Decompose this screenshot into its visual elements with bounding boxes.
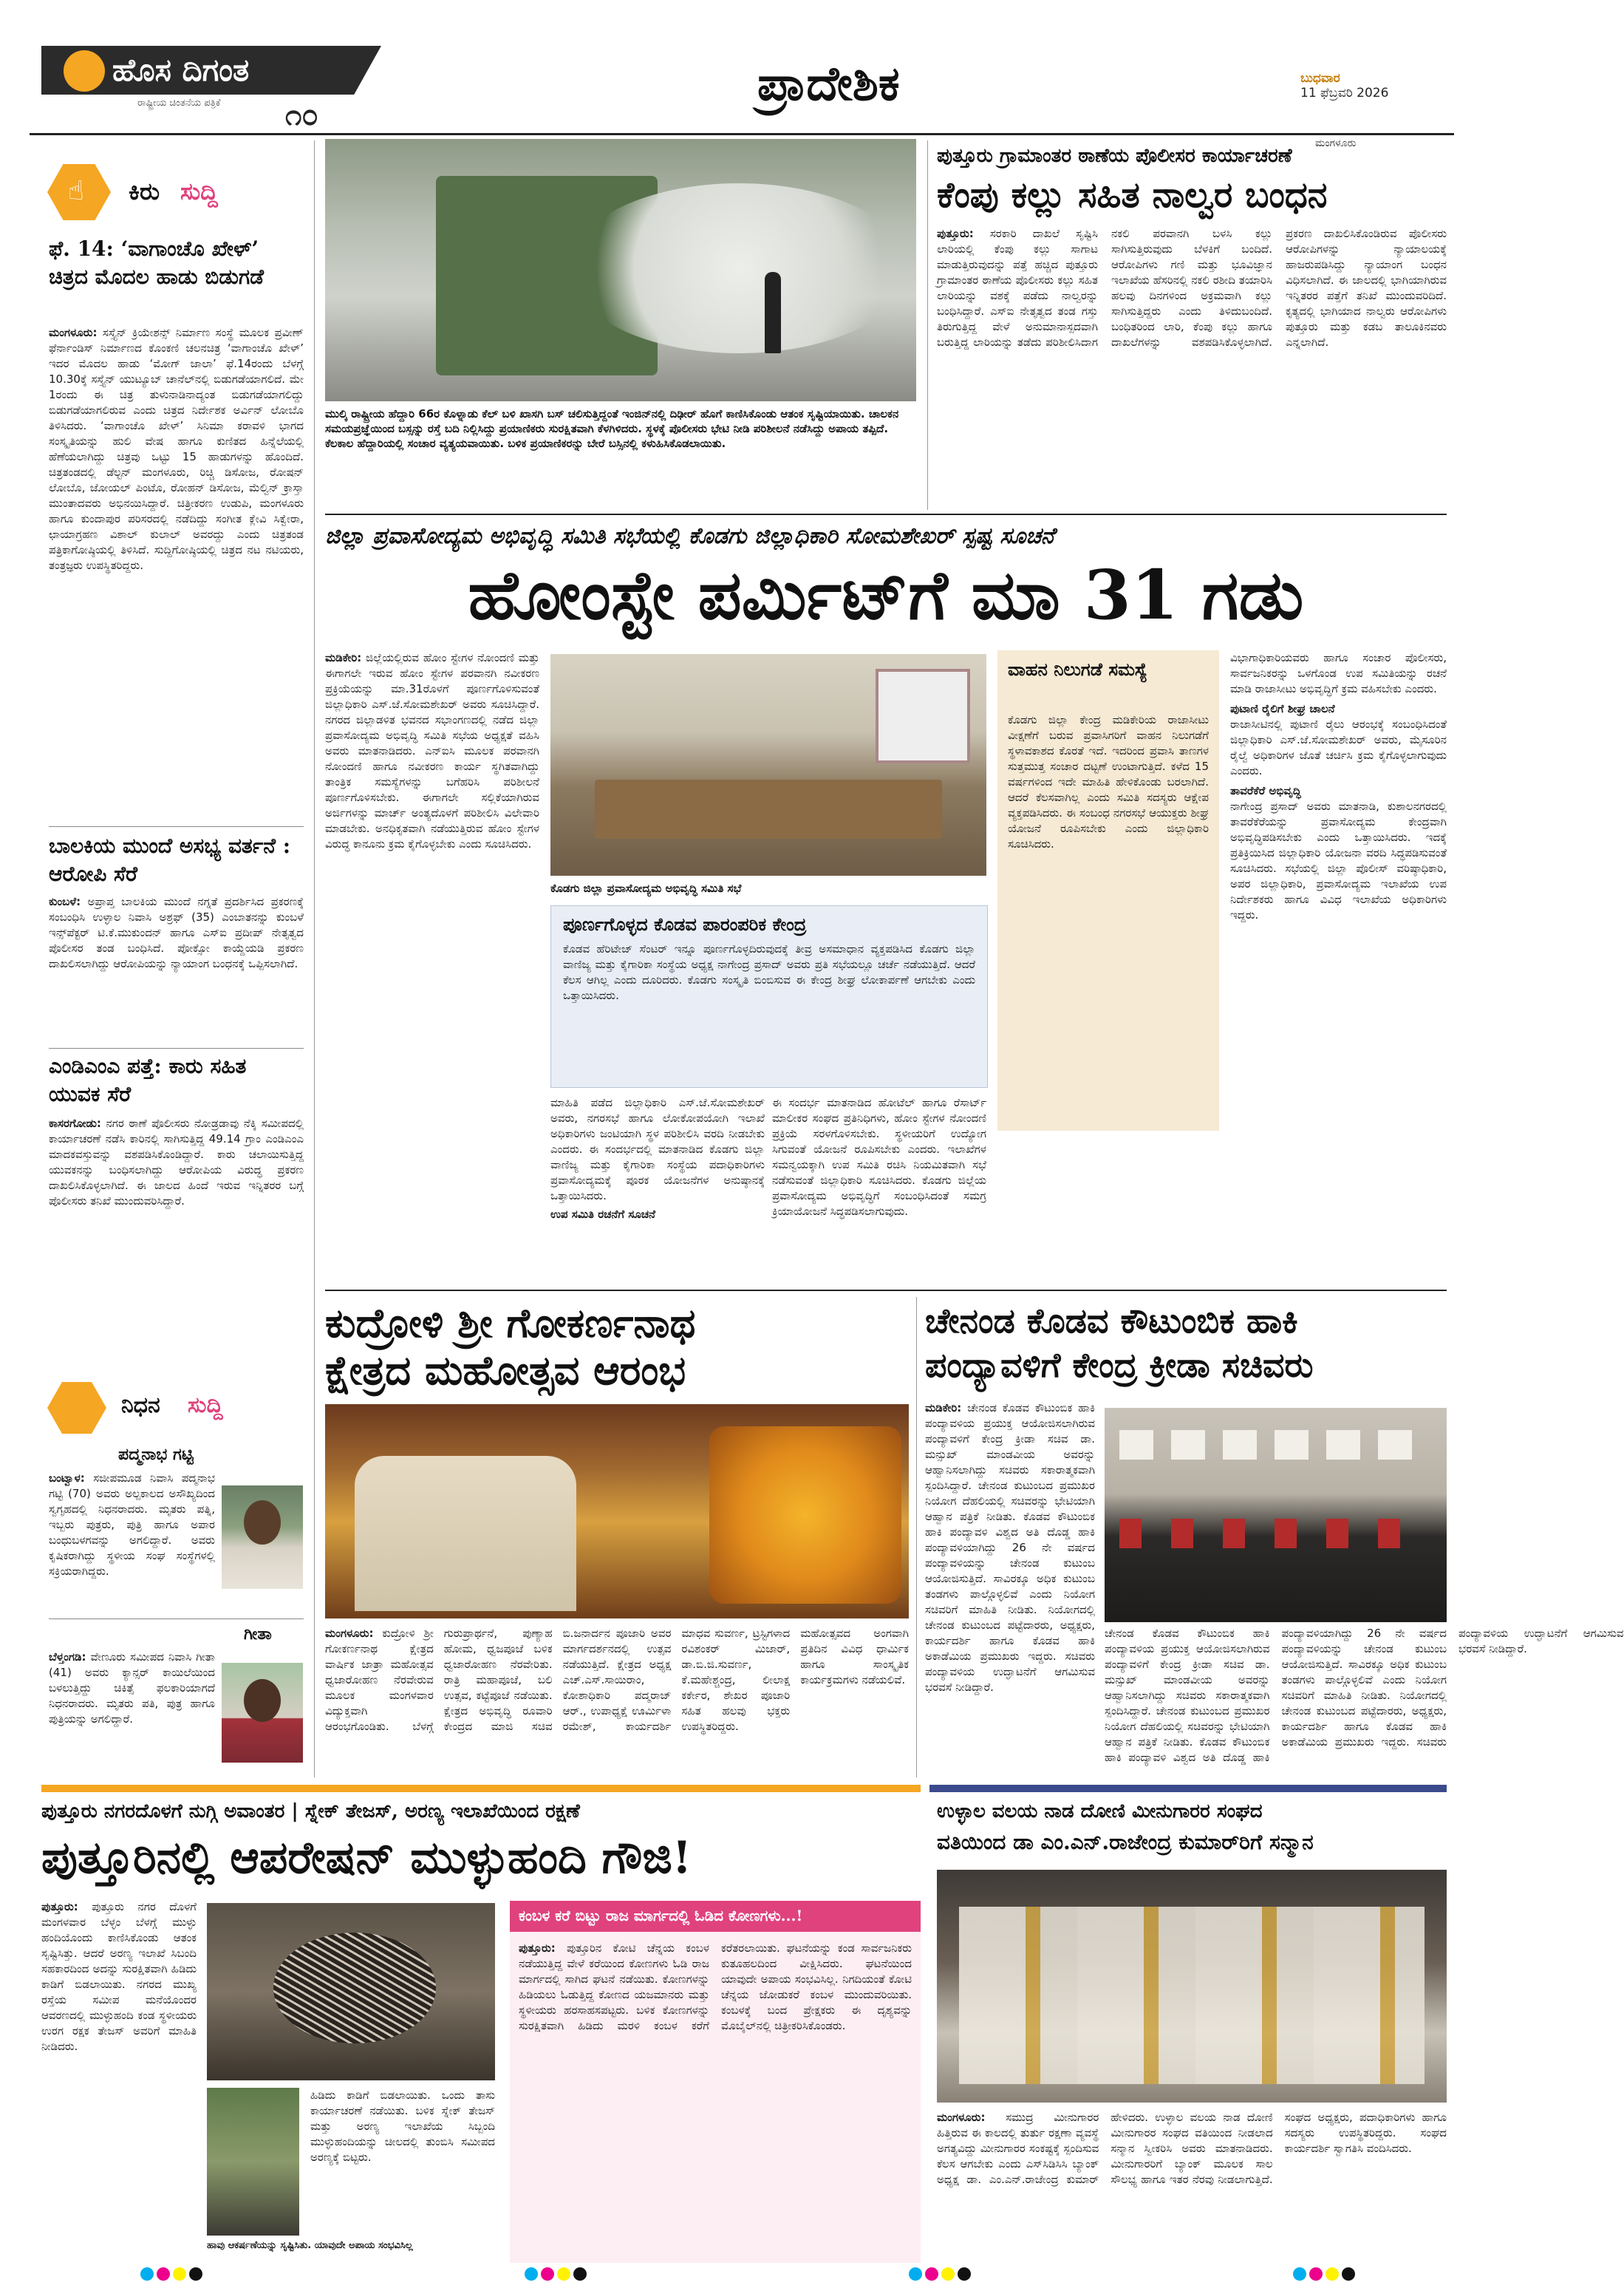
- porcupine-title: ಪುತ್ತೂರಿನಲ್ಲಿ ಆಪರೇಷನ್ ಮುಳ್ಳುಹಂದಿ ಗೌಜಿ!: [41, 1832, 692, 1884]
- puttur-arrest-place: ಪುತ್ತೂರು:: [937, 227, 974, 240]
- registration-mark-yellow-1: [173, 2267, 186, 2281]
- homestay-right-text-2: ರಾಜಾಸೀಟಿನಲ್ಲಿ ಪುಟಾಣಿ ರೈಲು ಆರಂಭಕ್ಕೆ ಸಂಬಂಧಿಸಿದಂತೆ ಜಿಲ್ಲಾಧಿಕಾರಿ ಎಸ್.ಜೆ.ಸೋಮಶೇಖರ್ ಅವರು, ಮೈಸೂರಿನ ರೈಲ್ವೆ ಅಧಿಕಾರಿಗಳ ಜೊತೆ ಚರ್ಚಿಸಿ ಕ್ರಮ ಕೈಗೊಳ್ಳಲಾಗುವುದು ಎಂದರು.: [1230, 718, 1447, 777]
- sash-row: [1119, 1519, 1430, 1548]
- homestay-body-1: [325, 650, 539, 1279]
- homestay-title: ಹೋಂಸ್ಟೇ ಪರ್ಮಿಟ್‌ಗೆ ಮಾ 31 ಗಡು: [468, 555, 1304, 635]
- logo-emblem-icon: [64, 50, 105, 92]
- person-silhouette: [765, 272, 781, 353]
- obit1-text: ಸಜೀಪಮೂಡ ನಿವಾಸಿ ಪದ್ಮನಾಭ ಗಟ್ಟಿ (70) ಅವರು ಅಲ್ಪಕಾಲದ ಅಸೌಖ್ಯದಿಂದ ಸ್ವಗೃಹದಲ್ಲಿ ನಿಧನರಾದರು. ಮೃತರು ಪತ್ನಿ, ಇಬ್ಬರು ಪುತ್ರರು, ಪುತ್ರಿ ಹಾಗೂ ಅಪಾರ ಬಂಧುಬಳಗವನ್ನು ಅಗಲಿದ್ದಾರೆ. ಅವರು ಕೃಷಿಕರಾಗಿದ್ದು ಸ್ಥಳೀಯ ಸಂಘ ಸಂಸ್ಥೆಗಳಲ್ಲಿ ಸಕ್ರಿಯರಾಗಿದ್ದರು.: [49, 1471, 215, 1578]
- homestay-top-rule: [325, 514, 1447, 515]
- masthead-rule: [30, 133, 1454, 135]
- homestay-place: ಮಡಿಕೇರಿ:: [325, 651, 362, 664]
- hockey-place: ಮಡಿಕೇರಿ:: [925, 1401, 962, 1415]
- nidhana-label-b: ಸುದ್ದಿ: [188, 1392, 223, 1418]
- felicitation-group: [959, 1907, 1425, 2084]
- porcupine-kicker: ಪುತ್ತೂರು ನಗರದೊಳಗೆ ನುಗ್ಗಿ ಅವಾಂತರ | ಸ್ನೇಕ್ ತೇಜಸ್, ಅರಣ್ಯ ಇಲಾಖೆಯಿಂದ ರಕ್ಷಣೆ: [41, 1800, 580, 1822]
- hockey-text-cont: ಚೇನಂಡ ಕೊಡವ ಕೌಟುಂಬಿಕ ಹಾಕಿ ಪಂದ್ಯಾವಳಿಯ ಪ್ರಯುಕ್ತ ಆಯೋಜಿಸಲಾಗಿರುವ ಪಂದ್ಯಾವಳಿಗೆ ಕೇಂದ್ರ ಕ್ರೀಡಾ ಸಚಿವ ಡಾ. ಮನ್ಸುಖ್ ಮಾಂಡವೀಯ ಅವರನ್ನು ಆಹ್ವಾನಿಸಲಾಗಿದ್ದು ಸಚಿವರು ಸಕಾರಾತ್ಮಕವಾಗಿ ಸ್ಪಂದಿಸಿದ್ದಾರೆ. ಚೇನಂಡ ಕುಟುಂಬದ ಪ್ರಮುಖರ ನಿಯೋಗ ದೆಹಲಿಯಲ್ಲಿ ಸಚಿವರನ್ನು ಭೇಟಿಯಾಗಿ ಆಹ್ವಾನ ಪತ್ರಿಕೆ ನೀಡಿತು. ಕೊಡವ ಕೌಟುಂಬಿಕ ಹಾಕಿ ಪಂದ್ಯಾವಳಿ ವಿಶ್ವದ ಅತಿ ದೊಡ್ಡ ಹಾಕಿ ಪಂದ್ಯಾವಳಿಯಾಗಿದ್ದು 26 ನೇ ವರ್ಷದ ಪಂದ್ಯಾವಳಿಯನ್ನು ಚೇನಂಡ ಕುಟುಂಬ ಆಯೋಜಿಸುತ್ತಿದೆ. ಸಾವಿರಕ್ಕೂ ಅಧಿಕ ಕುಟುಂಬ ತಂಡಗಳು ಪಾಲ್ಗೊಳ್ಳಲಿವೆ ಎಂದು ನಿಯೋಗ ಸಚಿವರಿಗೆ ಮಾಹಿತಿ ನೀಡಿತು. ನಿಯೋಗದಲ್ಲಿ ಚೇನಂಡ ಕುಟುಂಬದ ಪಟ್ಟೆದಾರರು, ಅಧ್ಯಕ್ಷರು, ಕಾರ್ಯದರ್ಶಿ ಹಾಗೂ ಕೊಡವ ಹಾಕಿ ಅಕಾಡೆಮಿಯ ಪ್ರಮುಖರು ಇದ್ದರು. ಸಚಿವರು ಪಂದ್ಯಾವಳಿಯ ಉದ್ಘಾಟನೆಗೆ ಆಗಮಿಸುವ ಭರವಸೆ ನೀಡಿದ್ದಾರೆ.: [1105, 1627, 1624, 1764]
- flowers-decoration: [709, 1426, 901, 1604]
- porcupine-body-1: [41, 1899, 197, 2261]
- homestay-text-3: ಮಾಹಿತಿ ಪಡೆದ ಜಿಲ್ಲಾಧಿಕಾರಿ ಎಸ್.ಜೆ.ಸೋಮಶೇಖರ್ ಅವರು, ನಗರಸಭೆ ಹಾಗೂ ಲೋಕೋಪಯೋಗಿ ಇಲಾಖೆ ಅಧಿಕಾರಿಗಳು ಜಂಟಿಯಾಗಿ ಸ್ಥಳ ಪರಿಶೀಲಿಸಿ ವರದಿ ನೀಡಬೇಕು ಎಂದರು. ಈ ಸಂದರ್ಭದಲ್ಲಿ ಮಾತನಾಡಿದ ಕೊಡಗು ಜಿಲ್ಲಾ ವಾಣಿಜ್ಯ ಮತ್ತು ಕೈಗಾರಿಕಾ ಸಂಸ್ಥೆಯ ಪದಾಧಿಕಾರಿಗಳು ಪ್ರವಾಸೋದ್ಯಮಕ್ಕೆ ಪೂರಕ ಯೋಜನೆಗಳ ಅನುಷ್ಠಾನಕ್ಕೆ ಒತ್ತಾಯಿಸಿದರು.: [550, 1096, 765, 1202]
- registration-mark-black-1: [189, 2267, 202, 2281]
- registration-mark-cyan-1: [140, 2267, 154, 2281]
- priest-group: [355, 1456, 576, 1611]
- window-light: [876, 669, 970, 763]
- bus-smoke-photo: [325, 139, 916, 401]
- kiru-story3-body: [49, 1116, 304, 1360]
- masthead-logo: [41, 46, 389, 132]
- kiru-story2-text: ಅಪ್ರಾಪ್ತ ಬಾಲಕಿಯ ಮುಂದೆ ನಗ್ನತೆ ಪ್ರದರ್ಶಿಸಿದ ಪ್ರಕರಣಕ್ಕೆ ಸಂಬಂಧಿಸಿ ಉಳ್ಳಾಲ ನಿವಾಸಿ ಅಶ್ರಫ್ (35) ಎಂಬಾತನನ್ನು ಕುಂಬಳೆ ಇನ್ಸ್‌ಪೆಕ್ಟರ್ ಟಿ.ಕೆ.ಮುಕುಂದನ್ ಹಾಗೂ ಎಸ್ಐ ಪ್ರದೀಪ್ ನೇತೃತ್ವದ ಪೊಲೀಸರ ತಂಡ ಬಂಧಿಸಿದೆ. ಪೋಕ್ಸೋ ಕಾಯ್ದೆಯಡಿ ಪ್ರಕರಣ ದಾಖಲಿಸಲಾಗಿದ್ದು ಆರೋಪಿಯನ್ನು ನ್ಯಾಯಾಂಗ ಬಂಧನಕ್ಕೆ ಒಪ್ಪಿಸಲಾಗಿದೆ.: [49, 895, 304, 970]
- obit2-face: [244, 1679, 281, 1722]
- kiru-story2-place: ಕುಂಬಳೆ:: [49, 895, 81, 908]
- registration-mark-black-3: [958, 2267, 971, 2281]
- porcupine-photo: [207, 1903, 495, 2080]
- kiru-story1-body: [49, 325, 304, 820]
- kiru-story3-title: ಎಂಡಿಎಂಎ ಪತ್ತೆ: ಕಾರು ಸಹಿತ ಯುವಕ ಸೆರೆ: [49, 1054, 247, 1106]
- mid-rule: [325, 1290, 1447, 1291]
- obit2-text: ವೇಣೂರು ಸಮೀಪದ ನಿವಾಸಿ ಗೀತಾ (41) ಅವರು ಕ್ಯಾನ್ಸರ್ ಕಾಯಿಲೆಯಿಂದ ಬಳಲುತ್ತಿದ್ದು ಚಿಕಿತ್ಸೆ ಫಲಕಾರಿಯಾಗದೆ ನಿಧನರಾದರು. ಮೃತರು ಪತಿ, ಪುತ್ರ ಹಾಗೂ ಪುತ್ರಿಯನ್ನು ಅಗಲಿದ್ದಾರೆ.: [49, 1650, 215, 1726]
- registration-mark-magenta-1: [157, 2267, 170, 2281]
- ullal-kicker: ಉಳ್ಳಾಲ ವಲಯ ನಾಡ ದೋಣಿ ಮೀನುಗಾರರ ಸಂಘದ: [937, 1800, 1263, 1822]
- puttur-arrest-kicker: ಪುತ್ತೂರು ಗ್ರಾಮಾಂತರ ಠಾಣೆಯ ಪೊಲೀಸರ ಕಾರ್ಯಾಚರಣೆ: [937, 145, 1292, 167]
- parking-box: [997, 650, 1219, 1131]
- homestay-body-4: ಈ ಸಂದರ್ಭ ಮಾತನಾಡಿದ ಹೋಟೆಲ್ ಹಾಗೂ ರೆಸಾರ್ಟ್ ಮಾಲೀಕರ ಸಂಘದ ಪ್ರತಿನಿಧಿಗಳು, ಹೋಂ ಸ್ಟೇಗಳ ನೋಂದಣಿ ಪ್ರಕ್ರಿಯೆ ಸರಳಗೊಳಿಸಬೇಕು. ಸ್ಥಳೀಯರಿಗೆ ಉದ್ಯೋಗ ಸಿಗುವಂತೆ ಯೋಜನೆ ರೂಪಿಸಬೇಕು ಎಂದರು. ಇಲಾಖೆಗಳ ಸಮನ್ವಯಕ್ಕಾಗಿ ಉಪ ಸಮಿತಿ ರಚಿಸಿ ನಿಯಮಿತವಾಗಿ ಸಭೆ ನಡೆಸುವಂತೆ ಜಿಲ್ಲಾಧಿಕಾರಿ ಸೂಚಿಸಿದರು. ಕೊಡಗು ಜಿಲ್ಲೆಯ ಪ್ರವಾಸೋದ್ಯಮ ಅಭಿವೃದ್ಧಿಗೆ ಸಂಬಂಧಿಸಿದಂತೆ ಸಮಗ್ರ ಕ್ರಿಯಾಯೋಜನೆ ಸಿದ್ಧಪಡಿಸಲಾಗುವುದು.: [772, 1096, 986, 1218]
- star-badge-icon: [47, 1382, 106, 1434]
- date-block: [1300, 71, 1448, 101]
- kiru-rule-2: [49, 1048, 304, 1049]
- left-col-divider: [314, 140, 315, 1777]
- porcupine-body-2: ಹಿಡಿದು ಕಾಡಿಗೆ ಬಿಡಲಾಯಿತು. ಒಂದು ತಾಸು ಕಾರ್ಯಾಚರಣೆ ನಡೆಯಿತು. ಬಳಿಕ ಸ್ನೇಕ್ ತೇಜಸ್ ಮತ್ತು ಅರಣ್ಯ ಇಲಾಖೆಯ ಸಿಬ್ಬಂದಿ ಮುಳ್ಳುಹಂದಿಯನ್ನು ಚೀಲದಲ್ಲಿ ತುಂಬಿಸಿ ಸಮೀಪದ ಅರಣ್ಯಕ್ಕೆ ಬಿಟ್ಟರು.: [310, 2089, 495, 2164]
- registration-mark-black-4: [1342, 2267, 1355, 2281]
- kiru-label-b: ಸುದ್ದಿ: [180, 177, 218, 205]
- kambala-body: [519, 1941, 912, 2255]
- kiru-story2-body: [49, 894, 304, 1042]
- registration-mark-magenta-3: [925, 2267, 938, 2281]
- homestay-kicker: ಜಿಲ್ಲಾ ಪ್ರವಾಸೋದ್ಯಮ ಅಭಿವೃದ್ಧಿ ಸಮಿತಿ ಸಭೆಯಲ್ಲಿ ಕೊಡಗು ಜಿಲ್ಲಾಧಿಕಾರಿ ಸೋಮಶೇಖರ್ ಸ್ಪಷ್ಟ ಸೂಚನೆ: [325, 523, 1054, 549]
- puttur-arrest-title: ಕೆಂಪು ಕಲ್ಲು ಸಹಿತ ನಾಲ್ವರ ಬಂಧನ: [937, 174, 1328, 216]
- registration-mark-magenta-2: [541, 2267, 554, 2281]
- homestay-subhead-toy-train: ಪುಟಾಣಿ ರೈಲಿಗೆ ಶೀಘ್ರ ಚಾಲನೆ: [1230, 702, 1335, 715]
- hockey-text: ಚೇನಂಡ ಕೊಡವ ಕೌಟುಂಬಿಕ ಹಾಕಿ ಪಂದ್ಯಾವಳಿಯ ಪ್ರಯುಕ್ತ ಆಯೋಜಿಸಲಾಗಿರುವ ಪಂದ್ಯಾವಳಿಗೆ ಕೇಂದ್ರ ಕ್ರೀಡಾ ಸಚಿವ ಡಾ. ಮನ್ಸುಖ್ ಮಾಂಡವೀಯ ಅವರನ್ನು ಆಹ್ವಾನಿಸಲಾಗಿದ್ದು ಸಚಿವರು ಸಕಾರಾತ್ಮಕವಾಗಿ ಸ್ಪಂದಿಸಿದ್ದಾರೆ. ಚೇನಂಡ ಕುಟುಂಬದ ಪ್ರಮುಖರ ನಿಯೋಗ ದೆಹಲಿಯಲ್ಲಿ ಸಚಿವರನ್ನು ಭೇಟಿಯಾಗಿ ಆಹ್ವಾನ ಪತ್ರಿಕೆ ನೀಡಿತು. ಕೊಡವ ಕೌಟುಂಬಿಕ ಹಾಕಿ ಪಂದ್ಯಾವಳಿ ವಿಶ್ವದ ಅತಿ ದೊಡ್ಡ ಹಾಕಿ ಪಂದ್ಯಾವಳಿಯಾಗಿದ್ದು 26 ನೇ ವರ್ಷದ ಪಂದ್ಯಾವಳಿಯನ್ನು ಚೇನಂಡ ಕುಟುಂಬ ಆಯೋಜಿಸುತ್ತಿದೆ. ಸಾವಿರಕ್ಕೂ ಅಧಿಕ ಕುಟುಂಬ ತಂಡಗಳು ಪಾಲ್ಗೊಳ್ಳಲಿವೆ ಎಂದು ನಿಯೋಗ ಸಚಿವರಿಗೆ ಮಾಹಿತಿ ನೀಡಿತು. ನಿಯೋಗದಲ್ಲಿ ಚೇನಂಡ ಕುಟುಂಬದ ಪಟ್ಟೆದಾರರು, ಅಧ್ಯಕ್ಷರು, ಕಾರ್ಯದರ್ಶಿ ಹಾಗೂ ಕೊಡವ ಹಾಕಿ ಅಕಾಡೆಮಿಯ ಪ್ರಮುಖರು ಇದ್ದರು. ಸಚಿವರು ಪಂದ್ಯಾವಳಿಯ ಉದ್ಘಾಟನೆಗೆ ಆಗಮಿಸುವ ಭರವಸೆ ನೀಡಿದ್ದಾರೆ.: [925, 1401, 1095, 1694]
- ullal-body: [937, 2110, 1447, 2261]
- registration-mark-yellow-4: [1326, 2267, 1339, 2281]
- kudroli-hockey-divider: [916, 1297, 917, 1777]
- registration-mark-yellow-3: [941, 2267, 955, 2281]
- obit1-face: [244, 1500, 281, 1545]
- registration-mark-black-2: [573, 2267, 587, 2281]
- obit1-name: ಪದ್ಮನಾಭ ಗಟ್ಟಿ: [118, 1445, 194, 1464]
- porcupine-rescue-photo: [207, 2088, 299, 2236]
- smoke-cloud: [569, 183, 909, 353]
- registration-mark-cyan-4: [1293, 2267, 1306, 2281]
- homestay-body-3: [550, 1095, 765, 1280]
- obit2-name: ಗೀತಾ: [244, 1624, 272, 1644]
- kambala-text: ಪುತ್ತೂರಿನ ಕೋಟಿ ಚೆನ್ನಯ ಕಂಬಳ ನಡೆಯುತ್ತಿದ್ದ ವೇಳೆ ಕರೆಯಿಂದ ಕೋಣಗಳು ಓಡಿ ರಾಜ ಮಾರ್ಗದಲ್ಲಿ ಸಾಗಿದ ಘಟನೆ ನಡೆಯಿತು. ಕೋಣಗಳನ್ನು ಹಿಡಿಯಲು ಓಡುತ್ತಿದ್ದ ಕೋಣದ ಯಜಮಾನರು ಮತ್ತು ಸ್ಥಳೀಯರು ಹರಸಾಹಸಪಟ್ಟರು. ಬಳಿಕ ಕೋಣಗಳನ್ನು ಸುರಕ್ಷಿತವಾಗಿ ಹಿಡಿದು ಮರಳಿ ಕಂಬಳ ಕರೆಗೆ ಕರೆತರಲಾಯಿತು. ಘಟನೆಯನ್ನು ಕಂಡ ಸಾರ್ವಜನಿಕರು ಕುತೂಹಲದಿಂದ ವೀಕ್ಷಿಸಿದರು. ಘಟನೆಯಿಂದ ಯಾವುದೇ ಅಪಾಯ ಸಂಭವಿಸಿಲ್ಲ. ನಿಗದಿಯಂತೆ ಕೋಟಿ ಚೆನ್ನಯ ಜೋಡುಕರೆ ಕಂಬಳ ಮುಂದುವರಿಯಿತು. ಕಂಬಳಕ್ಕೆ ಬಂದ ಪ್ರೇಕ್ಷಕರು ಈ ದೃಶ್ಯವನ್ನು ಮೊಬೈಲ್‌ನಲ್ಲಿ ಚಿತ್ರೀಕರಿಸಿಕೊಂಡರು.: [519, 1941, 912, 2032]
- obit2-place: ಬೆಳ್ತಂಗಡಿ:: [49, 1650, 86, 1664]
- weekday: ಬುಧವಾರ: [1300, 71, 1340, 86]
- kambala-title: ಕಂಬಳ ಕರೆ ಬಿಟ್ಟು ರಾಜ ಮಾರ್ಗದಲ್ಲಿ ಓಡಿದ ಕೋಣಗಳು...!: [519, 1907, 803, 1924]
- obit1-photo: [222, 1485, 303, 1589]
- homestay-right-col: [1230, 650, 1447, 1279]
- kiru-suddi-banner: [47, 164, 306, 220]
- registration-mark-magenta-4: [1309, 2267, 1323, 2281]
- puttur-arrest-body: [937, 226, 1447, 507]
- porcupine-text-1: ಪುತ್ತೂರು ನಗರ ದೊಳಗೆ ಮಂಗಳವಾರ ಬೆಳ್ಳಂ ಬೆಳಗ್ಗೆ ಮುಳ್ಳು ಹಂದಿಯೊಂದು ಕಾಣಿಸಿಕೊಂಡು ಆತಂಕ ಸೃಷ್ಟಿಸಿತ್ತು. ಆದರೆ ಅರಣ್ಯ ಇಲಾಖೆ ಸಿಬಂದಿ ಸಹಕಾರದಿಂದ ಅದನ್ನು ಸುರಕ್ಷಿತವಾಗಿ ಹಿಡಿದು ಕಾಡಿಗೆ ಬಿಡಲಾಯಿತು. ನಗರದ ಮುಖ್ಯ ರಸ್ತೆಯ ಸಮೀಪ ಮನೆಯೊಂದರ ಆವರಣದಲ್ಲಿ ಮುಳ್ಳುಹಂದಿ ಕಂಡ ಸ್ಥಳೀಯರು ಉರಗ ರಕ್ಷಕ ತೇಜಸ್ ಅವರಿಗೆ ಮಾಹಿತಿ ನೀಡಿದರು.: [41, 1900, 197, 2053]
- hockey-minister-photo: [1105, 1408, 1447, 1622]
- kudroli-title-2: ಕ್ಷೇತ್ರದ ಮಹೋತ್ಸವ ಆರಂಭ: [325, 1347, 686, 1394]
- hockey-body-cont: [1105, 1626, 1624, 1774]
- obit2-body: [49, 1650, 215, 1768]
- kiru-rule-1: [49, 826, 304, 827]
- bottom-rule-right: [929, 1785, 1447, 1792]
- kudroli-temple-photo: [325, 1404, 909, 1618]
- homestay-text-1: ಜಿಲ್ಲೆಯಲ್ಲಿರುವ ಹೋಂ ಸ್ಟೇಗಳ ನೋಂದಣಿ ಮತ್ತು ಈಗಾಗಲೇ ಇರುವ ಹೋಂ ಸ್ಟೇಗಳ ಪರವಾನಗಿ ನವೀಕರಣ ಪ್ರಕ್ರಿಯೆಯನ್ನು ಮಾ.31ರೊಳಗೆ ಪೂರ್ಣಗೊಳಿಸುವಂತೆ ಜಿಲ್ಲಾಧಿಕಾರಿ ಎಸ್.ಜೆ.ಸೋಮಶೇಖರ್ ಅವರು ಸೂಚಿಸಿದ್ದಾರೆ. ನಗರದ ಜಿಲ್ಲಾಡಳಿತ ಭವನದ ಸಭಾಂಗಣದಲ್ಲಿ ನಡೆದ ಜಿಲ್ಲಾ ಪ್ರವಾಸೋದ್ಯಮ ಅಭಿವೃದ್ಧಿ ಸಮಿತಿ ಸಭೆಯ ಅಧ್ಯಕ್ಷತೆ ವಹಿಸಿ ಅವರು ಮಾತನಾಡಿದರು. ಎನ್‌ಐಸಿ ಮೂಲಕ ಪರವಾನಗಿ ನೋಂದಣಿ ಹಾಗೂ ನವೀಕರಣ ಕಾರ್ಯ ಸ್ಥಗಿತವಾಗಿದ್ದು ತಾಂತ್ರಿಕ ಸಮಸ್ಯೆಗಳನ್ನು ಬಗೆಹರಿಸಿ ಪರಿಶೀಲನೆ ಪೂರ್ಣಗೊಳಿಸಬೇಕು. ಈಗಾಗಲೇ ಸಲ್ಲಿಕೆಯಾಗಿರುವ ಅರ್ಜಿಗಳನ್ನು ಮಾರ್ಚ್ ಅಂತ್ಯದೊಳಗೆ ಪರಿಶೀಲಿಸಿ ವಿಲೇವಾರಿ ಮಾಡಬೇಕು. ಅನಧಿಕೃತವಾಗಿ ನಡೆಯುತ್ತಿರುವ ಹೋಂ ಸ್ಟೇಗಳ ವಿರುದ್ಧ ಕಾನೂನು ಕ್ರಮ ಕೈಗೊಳ್ಳಬೇಕು ಎಂದು ಸೂಚಿಸಿದರು.: [325, 651, 539, 851]
- hockey-title-1: ಚೇನಂಡ ಕೊಡವ ಕೌಟುಂಬಿಕ ಹಾಕಿ: [925, 1301, 1298, 1341]
- kodava-heritage-body: ಕೊಡವ ಹೆರಿಟೇಜ್ ಸೆಂಟರ್ ಇನ್ನೂ ಪೂರ್ಣಗೊಳ್ಳದಿರುವುದಕ್ಕೆ ತೀವ್ರ ಅಸಮಾಧಾನ ವ್ಯಕ್ತಪಡಿಸಿದ ಕೊಡಗು ಜಿಲ್ಲಾ ವಾಣಿಜ್ಯ ಮತ್ತು ಕೈಗಾರಿಕಾ ಸಂಸ್ಥೆಯ ಅಧ್ಯಕ್ಷ ನಾಗೇಂದ್ರ ಪ್ರಸಾದ್ ಅವರು ಪ್ರತಿ ಸಭೆಯಲ್ಲೂ ಚರ್ಚೆ ನಡೆಯುತ್ತಿದೆ. ಆದರೆ ಕೆಲಸ ಆಗಿಲ್ಲ ಎಂದು ದೂರಿದರು. ಕೊಡಗು ಸಂಸ್ಕೃತಿ ಬಿಂಬಿಸುವ ಈ ಕೇಂದ್ರ ಶೀಘ್ರ ಲೋಕಾರ್ಪಣೆ ಆಗಬೇಕು ಎಂದು ಒತ್ತಾಯಿಸಿದರು.: [563, 942, 975, 1002]
- puttur-arrest-text: ಸರಕಾರಿ ದಾಖಲೆ ಸೃಷ್ಟಿಸಿ ಲಾರಿಯಲ್ಲಿ ಕೆಂಪು ಕಲ್ಲು ಸಾಗಾಟ ಮಾಡುತ್ತಿರುವುದನ್ನು ಪತ್ತೆ ಹಚ್ಚಿದ ಪುತ್ತೂರು ಗ್ರಾಮಾಂತರ ಠಾಣೆಯ ಪೊಲೀಸರು ಕಲ್ಲು ಸಹಿತ ಲಾರಿಯನ್ನು ವಶಕ್ಕೆ ಪಡೆದು ನಾಲ್ವರನ್ನು ಬಂಧಿಸಿದ್ದಾರೆ. ಎಸ್‌ಐ ನೇತೃತ್ವದ ತಂಡ ಗಸ್ತು ತಿರುಗುತ್ತಿದ್ದ ವೇಳೆ ಅನುಮಾನಾಸ್ಪದವಾಗಿ ಬರುತ್ತಿದ್ದ ಲಾರಿಯನ್ನು ತಡೆದು ಪರಿಶೀಲಿಸಿದಾಗ ನಕಲಿ ಪರವಾನಗಿ ಬಳಸಿ ಕಲ್ಲು ಸಾಗಿಸುತ್ತಿರುವುದು ಬೆಳಕಿಗೆ ಬಂದಿದೆ. ಆರೋಪಿಗಳು ಗಣಿ ಮತ್ತು ಭೂವಿಜ್ಞಾನ ಇಲಾಖೆಯ ಹೆಸರಿನಲ್ಲಿ ನಕಲಿ ರಶೀದಿ ತಯಾರಿಸಿ ಹಲವು ದಿನಗಳಿಂದ ಅಕ್ರಮವಾಗಿ ಕಲ್ಲು ಸಾಗಿಸುತ್ತಿದ್ದರು ಎಂದು ತಿಳಿದುಬಂದಿದೆ. ಬಂಧಿತರಿಂದ ಲಾರಿ, ಕೆಂಪು ಕಲ್ಲು ಹಾಗೂ ದಾಖಲೆಗಳನ್ನು ವಶಪಡಿಸಿಕೊಳ್ಳಲಾಗಿದೆ. ಪ್ರಕರಣ ದಾಖಲಿಸಿಕೊಂಡಿರುವ ಪೊಲೀಸರು ಆರೋಪಿಗಳನ್ನು ನ್ಯಾಯಾಲಯಕ್ಕೆ ಹಾಜರುಪಡಿಸಿದ್ದು ನ್ಯಾಯಾಂಗ ಬಂಧನ ವಿಧಿಸಲಾಗಿದೆ. ಈ ಜಾಲದಲ್ಲಿ ಭಾಗಿಯಾಗಿರುವ ಇನ್ನಿತರರ ಪತ್ತೆಗೆ ತನಿಖೆ ಮುಂದುವರಿದಿದೆ. ಕೃತ್ಯದಲ್ಲಿ ಭಾಗಿಯಾದ ನಾಲ್ವರು ಆರೋಪಿಗಳು ಪುತ್ತೂರು ಮತ್ತು ಕಡಬ ತಾಲೂಕಿನವರು ಎನ್ನಲಾಗಿದೆ.: [937, 227, 1447, 349]
- page-number: ೧೦: [285, 98, 318, 132]
- nidhana-suddi-banner: [47, 1382, 306, 1434]
- homestay-photo-caption: ಕೊಡಗು ಜಿಲ್ಲಾ ಪ್ರವಾಸೋದ್ಯಮ ಅಭಿವೃದ್ಧಿ ಸಮಿತಿ ಸಭೆ: [550, 882, 742, 895]
- homestay-right-text-3: ನಾಗೇಂದ್ರ ಪ್ರಸಾದ್ ಅವರು ಮಾತನಾಡಿ, ಕುಶಾಲನಗರದಲ್ಲಿ ತಾವರೆಕೆರೆಯನ್ನು ಪ್ರವಾಸೋದ್ಯಮ ಕೇಂದ್ರವಾಗಿ ಅಭಿವೃದ್ಧಿಪಡಿಸಬೇಕು ಎಂದು ಒತ್ತಾಯಿಸಿದರು. ಇದಕ್ಕೆ ಪ್ರತಿಕ್ರಿಯಿಸಿದ ಜಿಲ್ಲಾಧಿಕಾರಿ ಯೋಜನಾ ವರದಿ ಸಿದ್ಧಪಡಿಸುವಂತೆ ಸೂಚಿಸಿದರು. ಸಭೆಯಲ್ಲಿ ಜಿಲ್ಲಾ ಪೊಲೀಸ್ ವರಿಷ್ಠಾಧಿಕಾರಿ, ಅಪರ ಜಿಲ್ಲಾಧಿಕಾರಿ, ಪ್ರವಾಸೋದ್ಯಮ ಇಲಾಖೆಯ ಉಪ ನಿರ್ದೇಶಕರು ಹಾಗೂ ವಿವಿಧ ಇಲಾಖೆಯ ಅಧಿಕಾರಿಗಳು ಇದ್ದರು.: [1230, 800, 1447, 922]
- logo-tagline: ರಾಷ್ಟ್ರೀಯ ಚಿಂತನೆಯ ಪತ್ರಿಕೆ: [137, 98, 221, 109]
- bottom-rule-left: [41, 1785, 921, 1792]
- porcupine-place: ಪುತ್ತೂರು:: [41, 1900, 78, 1913]
- parking-title: ವಾಹನ ನಿಲುಗಡೆ ಸಮಸ್ಯೆ: [1008, 658, 1147, 680]
- kiru-story1-text: ಸಸ್ತ್ಯೆನ್ ಕ್ರಿಯೇಶನ್ಸ್ ನಿರ್ಮಾಣ ಸಂಸ್ಥೆ ಮೂಲಕ ಪ್ರವೀಣ್ ಫೆರ್ನಾಂಡಿಸ್ ನಿರ್ಮಾಣದ ಕೊಂಕಣಿ ಚಲನಚಿತ್ರ ‘ವಾಗಾಂಚೊ ಖೇಳ್’ ಇದರ ಮೊದಲ ಹಾಡು ‘ಮೋಗ್ ಜಾಲಾ’ ಫೆ.14ರಂದು ಬೆಳಗ್ಗೆ 10.30ಕ್ಕೆ ಸಸ್ತ್ಯೆನ್ ಯುಟ್ಯೂಬ್ ಚಾನೆಲ್‌ನಲ್ಲಿ ಬಿಡುಗಡೆಯಾಗಲಿದೆ. ಮೇ 1ರಂದು ಈ ಚಿತ್ರ ತುಳುನಾಡಿನಾದ್ಯಂತ ಬಿಡುಗಡೆಯಾಗಲಿದ್ದು ಬಿಡುಗಡೆಯಾಗಲಿರುವ ಎಂದು ಚಿತ್ರದ ನಿರ್ದೇಶಕ ಅರ್ವಿನ್ ಲೋಬೊ ತಿಳಿಸಿದರು. ‘ವಾಗಾಂಚೊ ಖೇಳ್’ ಸಿನಿಮಾ ಕರಾವಳಿ ಭಾಗದ ಸಂಸ್ಕೃತಿಯನ್ನು ಹುಲಿ ವೇಷ ಹಾಗೂ ಕುಣಿತದ ಹಿನ್ನೆಲೆಯಲ್ಲಿ ಹೆಣೆಯಲಾಗಿದ್ದು ಚಿತ್ರವು ಒಟ್ಟು 15 ಹಾಡುಗಳನ್ನು ಹೊಂದಿದೆ. ಚಿತ್ರತಂಡದಲ್ಲಿ ಡೆಲ್ಟನ್ ಮಂಗಳೂರು, ರಿಚ್ಚಿ ಡಿಸೋಜ, ರೋಷನ್ ಲೋಬೊ, ಜೋಯಲ್ ಪಿಂಟೊ, ರೋಹನ್ ಡಿಸೋಜ, ಮೆಲ್ವಿನ್ ಕ್ರಾಸ್ತಾ ಮುಂತಾದವರು ಅಭಿನಯಿಸಿದ್ದಾರೆ. ಚಿತ್ರೀಕರಣ ಉಡುಪಿ, ಮಂಗಳೂರು ಹಾಗೂ ಕುಂದಾಪುರ ಪರಿಸರದಲ್ಲಿ ನಡೆದಿದ್ದು ಸಂಗೀತ ಕ್ಲೇವಿ ಸಿಕ್ವೇರಾ, ಛಾಯಾಗ್ರಹಣ ವಿಶಾಲ್ ಕುಲಾಲ್ ಅವರದ್ದು ಎಂದು ಚಿತ್ರತಂಡ ಪತ್ರಿಕಾಗೋಷ್ಠಿಯಲ್ಲಿ ತಿಳಿಸಿದೆ. ಸುದ್ದಿಗೋಷ್ಠಿಯಲ್ಲಿ ಚಿತ್ರದ ನಟ ನಟಿಯರು, ತಂತ್ರಜ್ಞರು ಉಪಸ್ಥಿತರಿದ್ದರು.: [49, 326, 304, 572]
- bus-col-divider: [927, 140, 928, 510]
- parking-body: ಕೊಡಗು ಜಿಲ್ಲಾ ಕೇಂದ್ರ ಮಡಿಕೇರಿಯ ರಾಜಾಸೀಟು ವೀಕ್ಷಣೆಗೆ ಬರುವ ಪ್ರವಾಸಿಗರಿಗೆ ವಾಹನ ನಿಲುಗಡೆಗೆ ಸ್ಥಳಾವಕಾಶದ ಕೊರತೆ ಇದೆ. ಇದರಿಂದ ಪ್ರವಾಸಿ ತಾಣಗಳ ಸುತ್ತಮುತ್ತ ಸಂಚಾರ ದಟ್ಟಣೆ ಉಂಟಾಗುತ್ತಿದೆ. ಕಳೆದ 15 ವರ್ಷಗಳಿಂದ ಇದೇ ಮಾಹಿತಿ ಹೇಳಿಕೊಂಡು ಬರಲಾಗಿದೆ. ಆದರೆ ಕೆಲಸವಾಗಿಲ್ಲ ಎಂದು ಸಮಿತಿ ಸದಸ್ಯರು ಆಕ್ಷೇಪ ವ್ಯಕ್ತಪಡಿಸಿದರು. ಈ ಸಂಬಂಧ ನಗರಸಭೆ ಆಯುಕ್ತರು ಶೀಘ್ರ ಯೋಜನೆ ರೂಪಿಸಬೇಕು ಎಂದು ಜಿಲ್ಲಾಧಿಕಾರಿ ಸೂಚಿಸಿದರು.: [1008, 713, 1209, 851]
- hockey-body: [925, 1400, 1095, 1774]
- kudroli-body: [325, 1626, 909, 1774]
- homestay-subhead-subcommittee: ಉಪ ಸಮಿತಿ ರಚನೆಗೆ ಸೂಚನೆ: [550, 1208, 655, 1221]
- porcupine-photo-caption: ಹಾವು ಆಕರ್ಷಣೆಯನ್ನು ಸೃಷ್ಟಿಸಿತು. ಯಾವುದೇ ಅಪಾಯ ಸಂಭವಿಸಿಲ್ಲ: [207, 2240, 413, 2251]
- section-title: ಪ್ರಾದೇಶಿಕ: [757, 56, 900, 112]
- obit2-photo: [222, 1663, 303, 1763]
- kiru-label-a: ಕಿರು: [129, 177, 160, 205]
- logo-text: ಹೊಸ ದಿಗಂತ: [112, 52, 250, 88]
- homestay-meeting-photo: [550, 654, 986, 876]
- meeting-table: [595, 780, 942, 839]
- ullal-text: ಸಮುದ್ರ ಮೀನುಗಾರರ ಹಿತ್ತಿರುವ ಈ ಕಾಲದಲ್ಲಿ ತುರ್ತು ರಕ್ಷಣಾ ವ್ಯವಸ್ಥೆ ಅಗತ್ಯವಿದ್ದು ಮೀನುಗಾರರ ಸಂಕಷ್ಟಕ್ಕೆ ಸ್ಪಂದಿಸುವ ಕೆಲಸ ಆಗಬೇಕು ಎಂದು ಎಸ್‌ಸಿಡಿಸಿಸಿ ಬ್ಯಾಂಕ್ ಅಧ್ಯಕ್ಷ ಡಾ. ಎಂ.ಎನ್.ರಾಜೇಂದ್ರ ಕುಮಾರ್ ಹೇಳಿದರು. ಉಳ್ಳಾಲ ವಲಯ ನಾಡ ದೋಣಿ ಮೀನುಗಾರರ ಸಂಘದ ವತಿಯಿಂದ ನೀಡಲಾದ ಸನ್ಮಾನ ಸ್ವೀಕರಿಸಿ ಅವರು ಮಾತನಾಡಿದರು. ಮೀನುಗಾರರಿಗೆ ಬ್ಯಾಂಕ್ ಮೂಲಕ ಸಾಲ ಸೌಲಭ್ಯ ಹಾಗೂ ಇತರ ನೆರವು ನೀಡಲಾಗುತ್ತಿದೆ. ಸಂಘದ ಅಧ್ಯಕ್ಷರು, ಪದಾಧಿಕಾರಿಗಳು ಹಾಗೂ ಸದಸ್ಯರು ಉಪಸ್ಥಿತರಿದ್ದರು. ಸಂಘದ ಕಾರ್ಯದರ್ಶಿ ಸ್ವಾಗತಿಸಿ ವಂದಿಸಿದರು.: [937, 2111, 1447, 2186]
- kiru-story1-place: ಮಂಗಳೂರು:: [49, 326, 98, 339]
- registration-mark-yellow-2: [557, 2267, 570, 2281]
- ullal-title: ವತಿಯಿಂದ ಡಾ ಎಂ.ಎನ್.ರಾಜೇಂದ್ರ ಕುಮಾರ್‌ರಿಗೆ ಸನ್ಮಾನ: [937, 1830, 1314, 1854]
- turban-row: [1119, 1430, 1430, 1460]
- bus-caption: ಮುಲ್ಕಿ ರಾಷ್ಟ್ರೀಯ ಹೆದ್ದಾರಿ 66ರ ಕೊಳ್ನಾಡು ಕೆಲ್ ಬಳಿ ಖಾಸಗಿ ಬಸ್ ಚಲಿಸುತ್ತಿದ್ದಂತೆ ಇಂಜಿನ್‌ನಲ್ಲಿ ದಿಢೀರ್ ಹೊಗೆ ಕಾಣಿಸಿಕೊಂಡು ಆತಂಕ ಸೃಷ್ಟಿಯಾಯಿತು. ಚಾಲಕನ ಸಮಯಪ್ರಜ್ಞೆಯಿಂದ ಬಸ್ಸನ್ನು ರಸ್ತೆ ಬದಿ ನಿಲ್ಲಿಸಿದ್ದು ಪ್ರಯಾಣಿಕರು ಸುರಕ್ಷಿತವಾಗಿ ಕೆಳಗಿಳಿದರು. ಸ್ಥಳಕ್ಕೆ ಪೊಲೀಸರು ಭೇಟಿ ನೀಡಿ ಪರಿಶೀಲನೆ ನಡೆಸಿದ್ದು ಅಪಾಯ ತಪ್ಪಿದೆ. ಕೆಲಕಾಲ ಹೆದ್ದಾರಿಯಲ್ಲಿ ಸಂಚಾರ ವ್ಯತ್ಯಯವಾಯಿತು. ಬಳಿಕ ಪ್ರಯಾಣಿಕರನ್ನು ಬೇರೆ ಬಸ್ಸಿನಲ್ಲಿ ಕಳುಹಿಸಿಕೊಡಲಾಯಿತು.: [325, 407, 899, 450]
- kodava-heritage-title: ಪೂರ್ಣಗೊಳ್ಳದ ಕೊಡವ ಪಾರಂಪರಿಕ ಕೇಂದ್ರ: [563, 913, 807, 935]
- kudroli-place: ಮಂಗಳೂರು:: [325, 1627, 374, 1640]
- city: ಮಂಗಳೂರು: [1315, 137, 1357, 149]
- kiru-story3-text: ನಗರ ಠಾಣೆ ಪೊಲೀಸರು ನೋಡ್ರಡಾವು ನೆಕ್ಕಿ ಸಮೀಪದಲ್ಲಿ ಕಾರ್ಯಾಚರಣೆ ನಡೆಸಿ ಕಾರಿನಲ್ಲಿ ಸಾಗಿಸುತ್ತಿದ್ದ 49.14 ಗ್ರಾಂ ಎಂಡಿಎಂಎ ಮಾದಕವಸ್ತುವನ್ನು ವಶಪಡಿಸಿಕೊಂಡಿದ್ದಾರೆ. ಕಾರು ಚಲಾಯಿಸುತ್ತಿದ್ದ ಯುವಕನನ್ನು ಬಂಧಿಸಲಾಗಿದ್ದು ಆರೋಪಿಯ ವಿರುದ್ಧ ಪ್ರಕರಣ ದಾಖಲಿಸಿಕೊಳ್ಳಲಾಗಿದೆ. ಈ ಜಾಲದ ಹಿಂದೆ ಇರುವ ಇನ್ನಿತರರ ಬಗ್ಗೆ ಪೊಲೀಸರು ತನಿಖೆ ಮುಂದುವರಿಸಿದ್ದಾರೆ.: [49, 1117, 304, 1208]
- homestay-right-text-1: ವಿಭಾಗಾಧಿಕಾರಿಯವರು ಹಾಗೂ ಸಂಚಾರ ಪೊಲೀಸರು, ಸಾರ್ವಜನಿಕರನ್ನು ಒಳಗೊಂಡ ಉಪ ಸಮಿತಿಯನ್ನು ರಚನೆ ಮಾಡಿ ರಾಜಾಸೀಟು ಅಭಿವೃದ್ಧಿಗೆ ಕ್ರಮ ವಹಿಸಬೇಕು ಎಂದರು.: [1230, 651, 1447, 695]
- obit1-place: ಬಂಟ್ವಾಳ:: [49, 1471, 85, 1485]
- obit-rule: [49, 1618, 304, 1619]
- kiru-story1-title: ಫೆ. 14: ‘ವಾಗಾಂಚೊ ಖೇಳ್’ ಚಿತ್ರದ ಮೊದಲ ಹಾಡು ಬಿಡುಗಡೆ: [49, 236, 265, 289]
- kiru-story2-title: ಬಾಲಕಿಯ ಮುಂದೆ ಅಸಭ್ಯ ವರ್ತನೆ : ಆರೋಪಿ ಸೆರೆ: [49, 834, 291, 886]
- registration-mark-cyan-3: [909, 2267, 922, 2281]
- registration-mark-cyan-2: [525, 2267, 538, 2281]
- ullal-place: ಮಂಗಳೂರು:: [937, 2111, 986, 2124]
- nidhana-label-a: ನಿಧನ: [121, 1392, 160, 1418]
- kiru-story3-place: ಕಾಸರಗೋಡು:: [49, 1117, 101, 1130]
- kambala-box: [510, 1901, 921, 2263]
- kudroli-text: ಕುದ್ರೋಳಿ ಶ್ರೀ ಗೋಕರ್ಣನಾಥ ಕ್ಷೇತ್ರದ ವಾರ್ಷಿಕ ಜಾತ್ರಾ ಮಹೋತ್ಸವ ಧ್ವಜಾರೋಹಣ ನೆರವೇರುವ ಮೂಲಕ ಮಂಗಳವಾರ ವಿದ್ಯುಕ್ತವಾಗಿ ಆರಂಭಗೊಂಡಿತು. ಬೆಳಗ್ಗೆ ಗುರುಪ್ರಾರ್ಥನೆ, ಪುಣ್ಯಾಹ ಹೋಮ, ಧ್ವಜಪೂಜೆ ಬಳಿಕ ಧ್ವಜಾರೋಹಣ ನೆರವೇರಿತು. ರಾತ್ರಿ ಮಹಾಪೂಜೆ, ಬಲಿ ಉತ್ಸವ, ಕಟ್ಟೆಪೂಜೆ ನಡೆಯಿತು. ಕ್ಷೇತ್ರದ ಅಭಿವೃದ್ಧಿ ರೂವಾರಿ ಕೇಂದ್ರದ ಮಾಜಿ ಸಚಿವ ಬಿ.ಜನಾರ್ದನ ಪೂಜಾರಿ ಅವರ ಮಾರ್ಗದರ್ಶನದಲ್ಲಿ ಉತ್ಸವ ನಡೆಯುತ್ತಿದೆ. ಕ್ಷೇತ್ರದ ಅಧ್ಯಕ್ಷ ಎಚ್.ಎಸ್.ಸಾಯಿರಾಂ, ಕೋಶಾಧಿಕಾರಿ ಪದ್ಮರಾಜ್ ಆರ್., ಉಪಾಧ್ಯಕ್ಷೆ ಊರ್ಮಿಳಾ ರಮೇಶ್, ಕಾರ್ಯದರ್ಶಿ ಮಾಧವ ಸುವರ್ಣ, ಟ್ರಸ್ಟಿಗಳಾದ ರವಿಶಂಕರ್ ಮಿಜಾರ್, ಡಾ.ಬಿ.ಜಿ.ಸುವರ್ಣ, ಕೆ.ಮಹೇಶ್ಚಂದ್ರ, ಲೀಲಾಕ್ಷ ಕರ್ಕೇರ, ಶೇಖರ ಪೂಜಾರಿ ಸಹಿತ ಹಲವು ಭಕ್ತರು ಉಪಸ್ಥಿತರಿದ್ದರು. ಮಹೋತ್ಸವದ ಅಂಗವಾಗಿ ಪ್ರತಿದಿನ ವಿವಿಧ ಧಾರ್ಮಿಕ ಹಾಗೂ ಸಾಂಸ್ಕೃತಿಕ ಕಾರ್ಯಕ್ರಮಗಳು ನಡೆಯಲಿವೆ.: [325, 1627, 909, 1733]
- hockey-title-2: ಪಂದ್ಯಾವಳಿಗೆ ಕೇಂದ್ರ ಕ್ರೀಡಾ ಸಚಿವರು: [925, 1345, 1314, 1385]
- ullal-felicitation-photo: [937, 1870, 1447, 2103]
- obit1-body: [49, 1471, 215, 1611]
- kudroli-title-1: ಕುದ್ರೋಳಿ ಶ್ರೀ ಗೋಕರ್ಣನಾಥ: [325, 1299, 696, 1347]
- homestay-subhead-lake: ತಾವರೆಕೆರೆ ಅಭಿವೃದ್ಧಿ: [1230, 784, 1301, 797]
- hand-glyph: ☝: [68, 176, 84, 206]
- porcupine-body-shape: [273, 1933, 436, 2043]
- kambala-place: ಪುತ್ತೂರು:: [519, 1941, 556, 1955]
- date: 11 ಫೆಬ್ರವರಿ 2026: [1300, 86, 1389, 101]
- kodava-heritage-box: [550, 905, 988, 1088]
